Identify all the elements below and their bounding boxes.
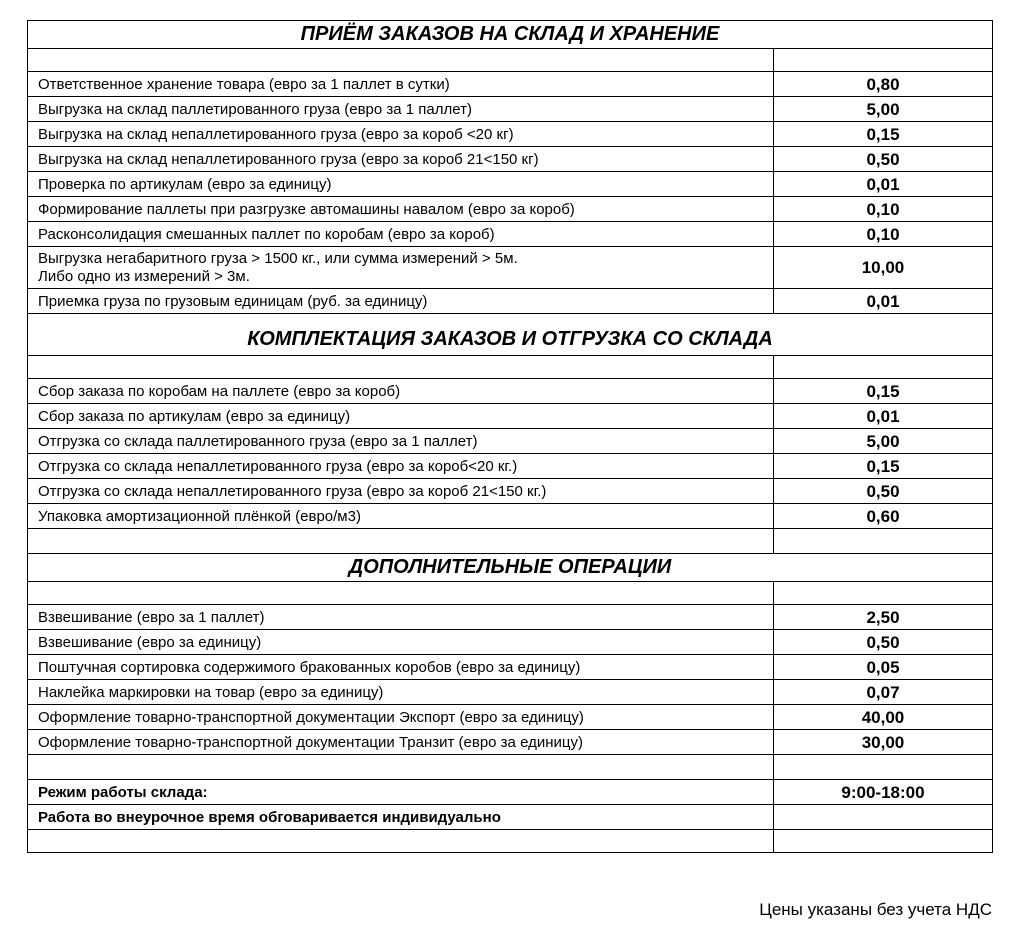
table-row [28,655,993,680]
table-row [28,289,993,314]
service-price: 10,00 [774,247,993,289]
service-description: Оформление товарно-транспортной документации Транзит (евро за единицу) [28,730,774,755]
table-row [28,197,993,222]
spacer-row [28,582,993,605]
service-price: 5,00 [774,97,993,122]
service-description: Отгрузка со склада непаллетированного груза (евро за короб 21<150 кг.) [28,479,774,504]
section-header-receiving [28,21,993,49]
service-description: Взвешивание (евро за 1 паллет) [28,605,774,630]
service-price: 30,00 [774,730,993,755]
spacer-row [28,529,993,554]
service-description: Взвешивание (евро за единицу) [28,630,774,655]
price-table [27,20,993,853]
service-description: Ответственное хранение товара (евро за 1 паллет в сутки) [28,72,774,97]
vat-footnote: Цены указаны без учета НДС [759,900,992,919]
service-price: 0,15 [774,379,993,404]
service-description: Приемка груза по грузовым единицам (руб. за единицу) [28,289,774,314]
table-row [28,705,993,730]
service-price: 0,01 [774,404,993,429]
section-header-picking [28,314,993,356]
service-description: Сбор заказа по коробам на паллете (евро за короб) [28,379,774,404]
service-description: Наклейка маркировки на товар (евро за единицу) [28,680,774,705]
service-price: 0,10 [774,197,993,222]
service-description: Проверка по артикулам (евро за единицу) [28,172,774,197]
table-row [28,605,993,630]
table-row [28,479,993,504]
service-price: 0,50 [774,147,993,172]
spacer-row [28,830,993,853]
spacer-row [28,49,993,72]
spacer-row [28,755,993,780]
section-title-extra: ДОПОЛНИТЕЛЬНЫЕ ОПЕРАЦИИ [28,554,993,582]
service-description: Выгрузка на склад непаллетированного груза (евро за короб 21<150 кг) [28,147,774,172]
schedule-value: 9:00-18:00 [774,780,993,805]
service-price: 0,01 [774,172,993,197]
service-price: 5,00 [774,429,993,454]
service-description: Оформление товарно-транспортной документации Экспорт (евро за единицу) [28,705,774,730]
service-description: Отгрузка со склада непаллетированного груза (евро за короб<20 кг.) [28,454,774,479]
table-row [28,247,993,289]
section-title-receiving: ПРИЁМ ЗАКАЗОВ НА СКЛАД И ХРАНЕНИЕ [28,21,993,49]
service-description-line-2: Либо одно из измерений > 3м. [38,267,250,285]
service-price: 0,05 [774,655,993,680]
table-row [28,429,993,454]
service-price: 0,01 [774,289,993,314]
service-price: 0,10 [774,222,993,247]
section-header-extra [28,554,993,582]
service-description: Расконсолидация смешанных паллет по коробам (евро за короб) [28,222,774,247]
service-price: 0,60 [774,504,993,529]
spacer-row [28,356,993,379]
service-price: 0,50 [774,479,993,504]
service-description: Упаковка амортизационной плёнкой (евро/м3) [28,504,774,529]
service-price: 0,15 [774,454,993,479]
service-price: 0,80 [774,72,993,97]
table-row [28,147,993,172]
service-price: 0,15 [774,122,993,147]
price-list-sheet [27,20,992,853]
service-price: 0,50 [774,630,993,655]
section-title-picking: КОМПЛЕКТАЦИЯ ЗАКАЗОВ И ОТГРУЗКА СО СКЛАДА [28,314,993,356]
schedule-label: Режим работы склада: [28,780,774,805]
table-row [28,172,993,197]
service-price: 40,00 [774,705,993,730]
service-price: 0,07 [774,680,993,705]
table-row [28,222,993,247]
overtime-label: Работа во внеурочное время обговаривается индивидуально [28,805,774,830]
table-row [28,72,993,97]
service-description: Сбор заказа по артикулам (евро за единицу) [28,404,774,429]
table-row [28,680,993,705]
service-description [28,247,774,289]
table-row [28,379,993,404]
service-description: Отгрузка со склада паллетированного груза (евро за 1 паллет) [28,429,774,454]
service-description: Выгрузка на склад непаллетированного груза (евро за короб <20 кг) [28,122,774,147]
table-row [28,122,993,147]
service-description: Выгрузка на склад паллетированного груза (евро за 1 паллет) [28,97,774,122]
table-row [28,404,993,429]
schedule-row [28,780,993,805]
service-description: Формирование паллеты при разгрузке автомашины навалом (евро за короб) [28,197,774,222]
overtime-row [28,805,993,830]
table-row [28,630,993,655]
table-row [28,730,993,755]
table-row [28,454,993,479]
table-row [28,504,993,529]
service-description: Поштучная сортировка содержимого бракованных коробов (евро за единицу) [28,655,774,680]
service-description-line-1: Выгрузка негабаритного груза > 1500 кг., или сумма измерений > 5м. [38,249,518,267]
table-row [28,97,993,122]
service-price: 2,50 [774,605,993,630]
